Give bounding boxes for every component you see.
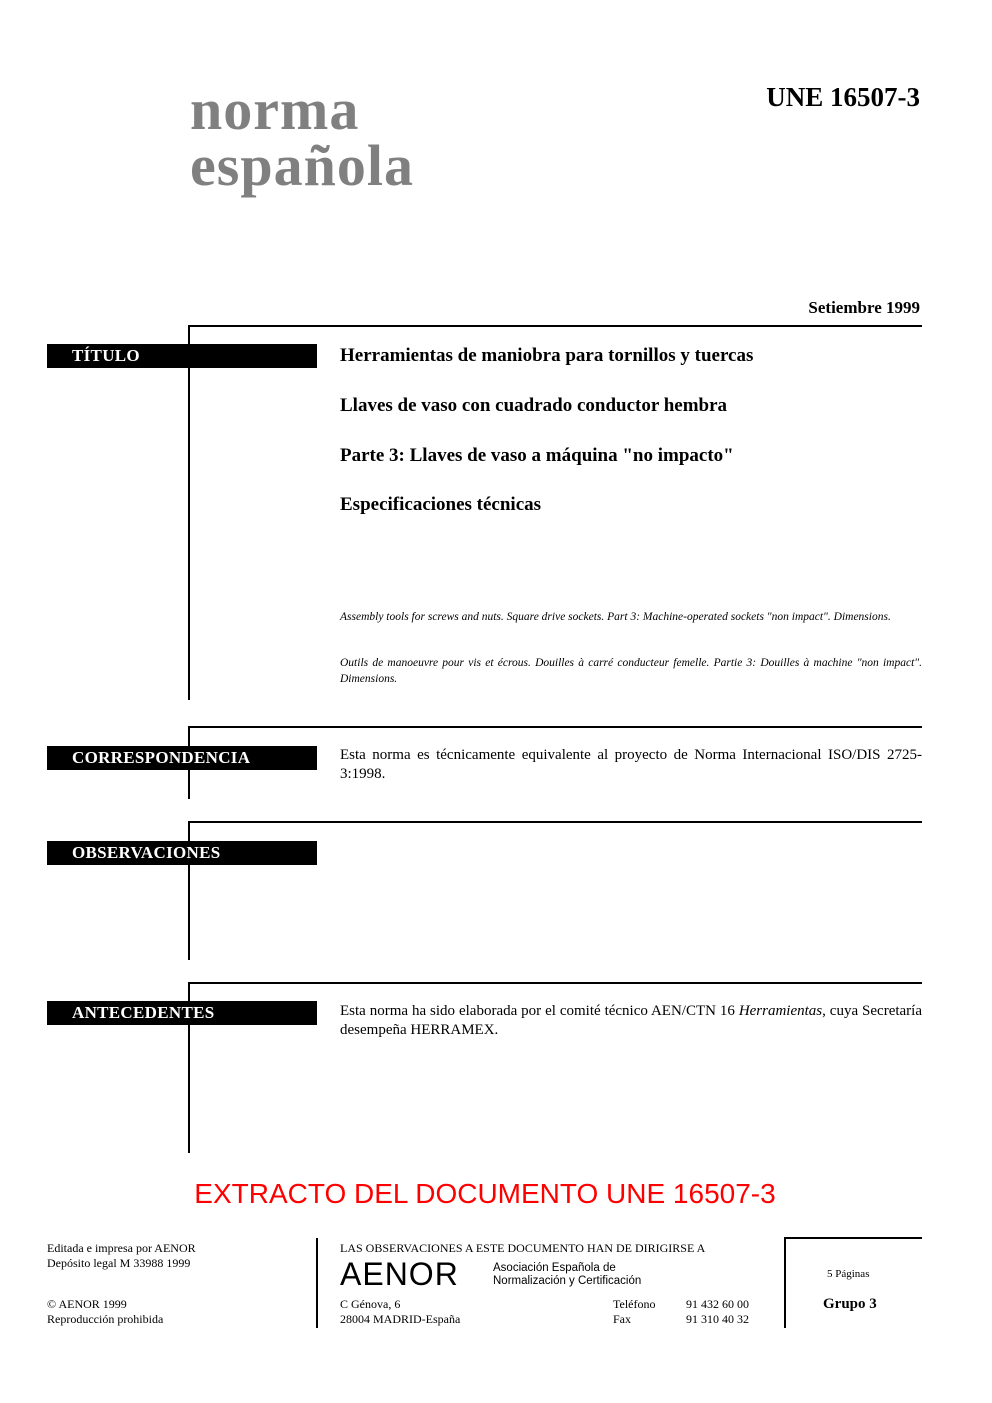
- label-antecedentes: ANTECEDENTES: [47, 1001, 317, 1025]
- label-correspondencia: CORRESPONDENCIA: [47, 746, 317, 770]
- footer-edition: [47, 1241, 196, 1271]
- extract-watermark: EXTRACTO DEL DOCUMENTO UNE 16507-3: [194, 1178, 776, 1209]
- footer-copyright: © AENOR 1999: [47, 1297, 127, 1311]
- brand-line-2: española: [190, 133, 414, 198]
- section-divider-titulo: [188, 325, 922, 327]
- footer-deposit: Depósito legal M 33988 1999: [47, 1256, 191, 1270]
- price-group: Grupo 3: [823, 1296, 877, 1312]
- title-french: Outils de manoeuvre pour vis et écrous. Douilles à carré conducteur femelle. Partie 3: Douilles à machine "non impact". Dimensions.: [340, 657, 922, 685]
- address-line-1: C Génova, 6: [340, 1297, 401, 1311]
- title-line-3: Parte 3: Llaves de vaso a máquina "no impacto": [340, 445, 734, 466]
- title-line-1: Herramientas de maniobra para tornillos y tuercas: [340, 345, 754, 366]
- title-line-2: Llaves de vaso con cuadrado conductor hembra: [340, 395, 728, 416]
- label-observaciones: OBSERVACIONES: [47, 841, 317, 865]
- phone-label: Teléfono: [613, 1297, 656, 1311]
- fax-number: 91 310 40 32: [686, 1312, 749, 1326]
- footer-box-top: [784, 1237, 922, 1239]
- title-english: Assembly tools for screws and nuts. Square drive sockets. Part 3: Machine-operated sockets "non impact". Dimensions.: [340, 611, 891, 623]
- standard-code: UNE 16507-3: [766, 82, 920, 112]
- section-divider-correspondencia: [188, 726, 922, 728]
- correspondencia-text: Esta norma es técnicamente equivalente al proyecto de Norma Internacional ISO/DIS 2725-3:1998.: [340, 747, 922, 782]
- brand-title: [190, 77, 414, 198]
- page-count: 5 Páginas: [827, 1268, 870, 1280]
- footer-reproduction: Reproducción prohibida: [47, 1312, 164, 1326]
- footer-contact-values: [686, 1297, 749, 1327]
- aenor-association: [493, 1262, 641, 1288]
- footer-observations-note: LAS OBSERVACIONES A ESTE DOCUMENTO HAN DE DIRIGIRSE A: [340, 1241, 706, 1255]
- phone-number: 91 432 60 00: [686, 1297, 749, 1311]
- footer-contact-labels: [613, 1297, 655, 1327]
- antecedentes-text-before: Esta norma ha sido elaborada por el comité técnico AEN/CTN 16: [340, 1003, 739, 1019]
- footer-address: [340, 1297, 460, 1327]
- antecedentes-text: [340, 1002, 922, 1040]
- assoc-line-1: Asociación Española de: [493, 1262, 616, 1274]
- label-titulo: TÍTULO: [47, 344, 317, 368]
- assoc-line-2: Normalización y Certificación: [493, 1275, 642, 1287]
- section-divider-antecedentes: [188, 982, 922, 984]
- section-divider-observaciones: [188, 821, 922, 823]
- fax-label: Fax: [613, 1312, 631, 1326]
- footer-edited: Editada e impresa por AENOR: [47, 1241, 196, 1255]
- footer-rule-right: [784, 1237, 786, 1328]
- footer-rule-left: [316, 1238, 318, 1328]
- title-line-4: Especificaciones técnicas: [340, 494, 542, 515]
- publication-date: Setiembre 1999: [808, 298, 920, 317]
- footer-rights: [47, 1297, 163, 1327]
- section-rule-titulo: [188, 325, 190, 700]
- brand-line-1: norma: [190, 77, 360, 142]
- antecedentes-committee-name: Herramientas: [738, 1003, 823, 1019]
- aenor-logo: AENOR: [340, 1256, 459, 1292]
- antecedentes-text-after: , cuya Secretaría desempeña HERRAMEX.: [340, 1003, 922, 1038]
- address-line-2: 28004 MADRID-España: [340, 1312, 461, 1326]
